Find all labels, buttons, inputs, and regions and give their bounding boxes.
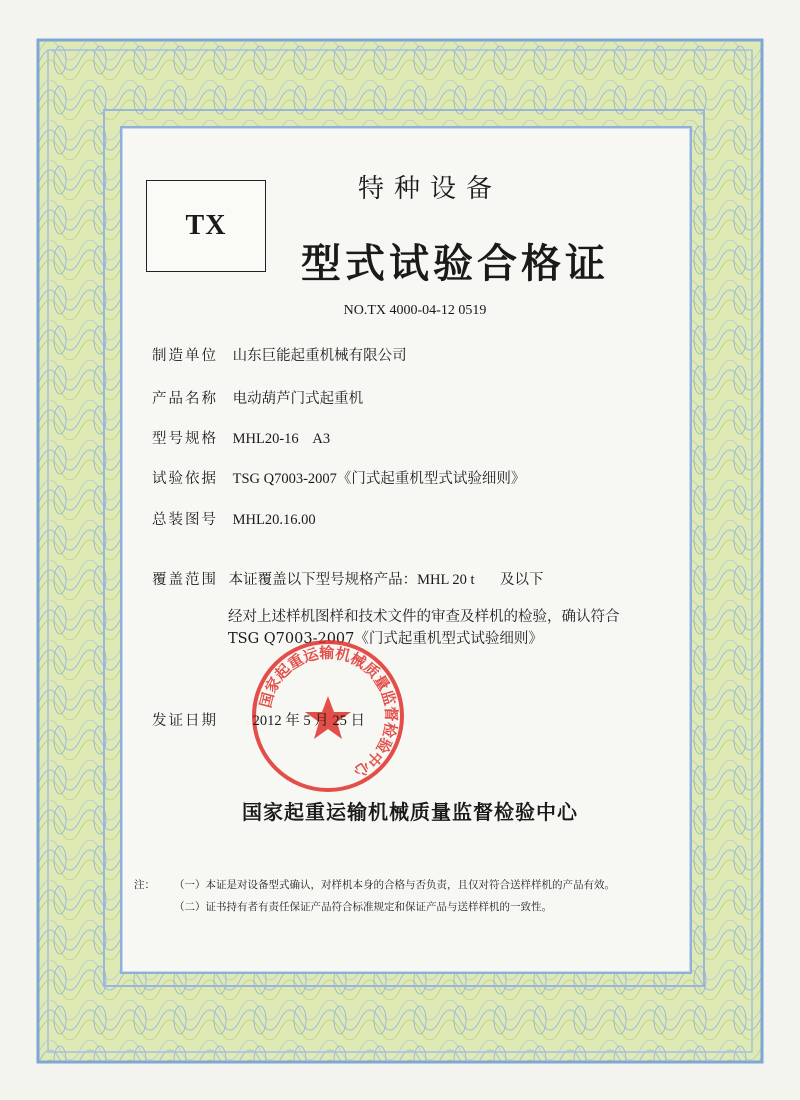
field-value: TSG Q7003-2007《门式起重机型式试验细则》: [232, 471, 526, 487]
certificate-subtitle: 特种设备: [357, 174, 502, 204]
seal-text: 国家起重运输机械质量监督检验中心: [256, 643, 401, 781]
field-label: 总装图号: [152, 512, 218, 528]
notes: [134, 874, 694, 918]
category-code: TX: [185, 210, 227, 241]
field-value: MHL20.16.00: [232, 512, 316, 528]
conclusion-line-1: 经对上述样机图样和技术文件的审查及样机的检验，确认符合: [228, 609, 620, 625]
note-2: （二）证书持有者有责任保证产品符合标准规定和保证产品与送样样机的一致性。: [174, 901, 552, 913]
field-label: 型号规格: [152, 431, 218, 447]
category-code-box: [146, 180, 266, 272]
field-manufacturer: [152, 344, 407, 365]
field-value: 电动葫芦门式起重机: [232, 391, 364, 407]
field-value: 本证覆盖以下型号规格产品：MHL 20 t 及以下: [228, 572, 544, 588]
issue-date-value: 2012 年 5 月 25 日: [252, 713, 365, 729]
conclusion-line-2: TSG Q7003-2007《门式起重机型式试验细则》: [228, 631, 543, 647]
field-label: 覆盖范围: [152, 572, 218, 588]
issuing-authority: 国家起重运输机械质量监督检验中心: [242, 800, 578, 824]
field-drawing-number: [152, 508, 316, 529]
field-issue-date: [152, 709, 365, 730]
field-label: 发证日期: [152, 713, 218, 729]
certificate-number: NO.TX 4000-04-12 0519: [343, 303, 487, 318]
field-coverage: [152, 568, 543, 589]
field-value: MHL20-16 A3: [232, 431, 331, 447]
note-1-text: （一）本证是对设备型式确认，对样机本身的合格与否负责，且仅对符合送样样机的产品有效。: [174, 879, 615, 891]
note-1: [134, 874, 694, 896]
field-label: 试验依据: [152, 471, 218, 487]
field-test-basis: [152, 467, 525, 488]
field-label: 制造单位: [152, 348, 218, 364]
field-label: 产品名称: [152, 391, 218, 407]
field-product-name: [152, 387, 363, 408]
field-model: [152, 427, 330, 448]
field-value: 山东巨能起重机械有限公司: [232, 348, 407, 364]
certificate-title: 型式试验合格证: [301, 240, 609, 287]
note-prefix: 注：: [134, 879, 155, 891]
